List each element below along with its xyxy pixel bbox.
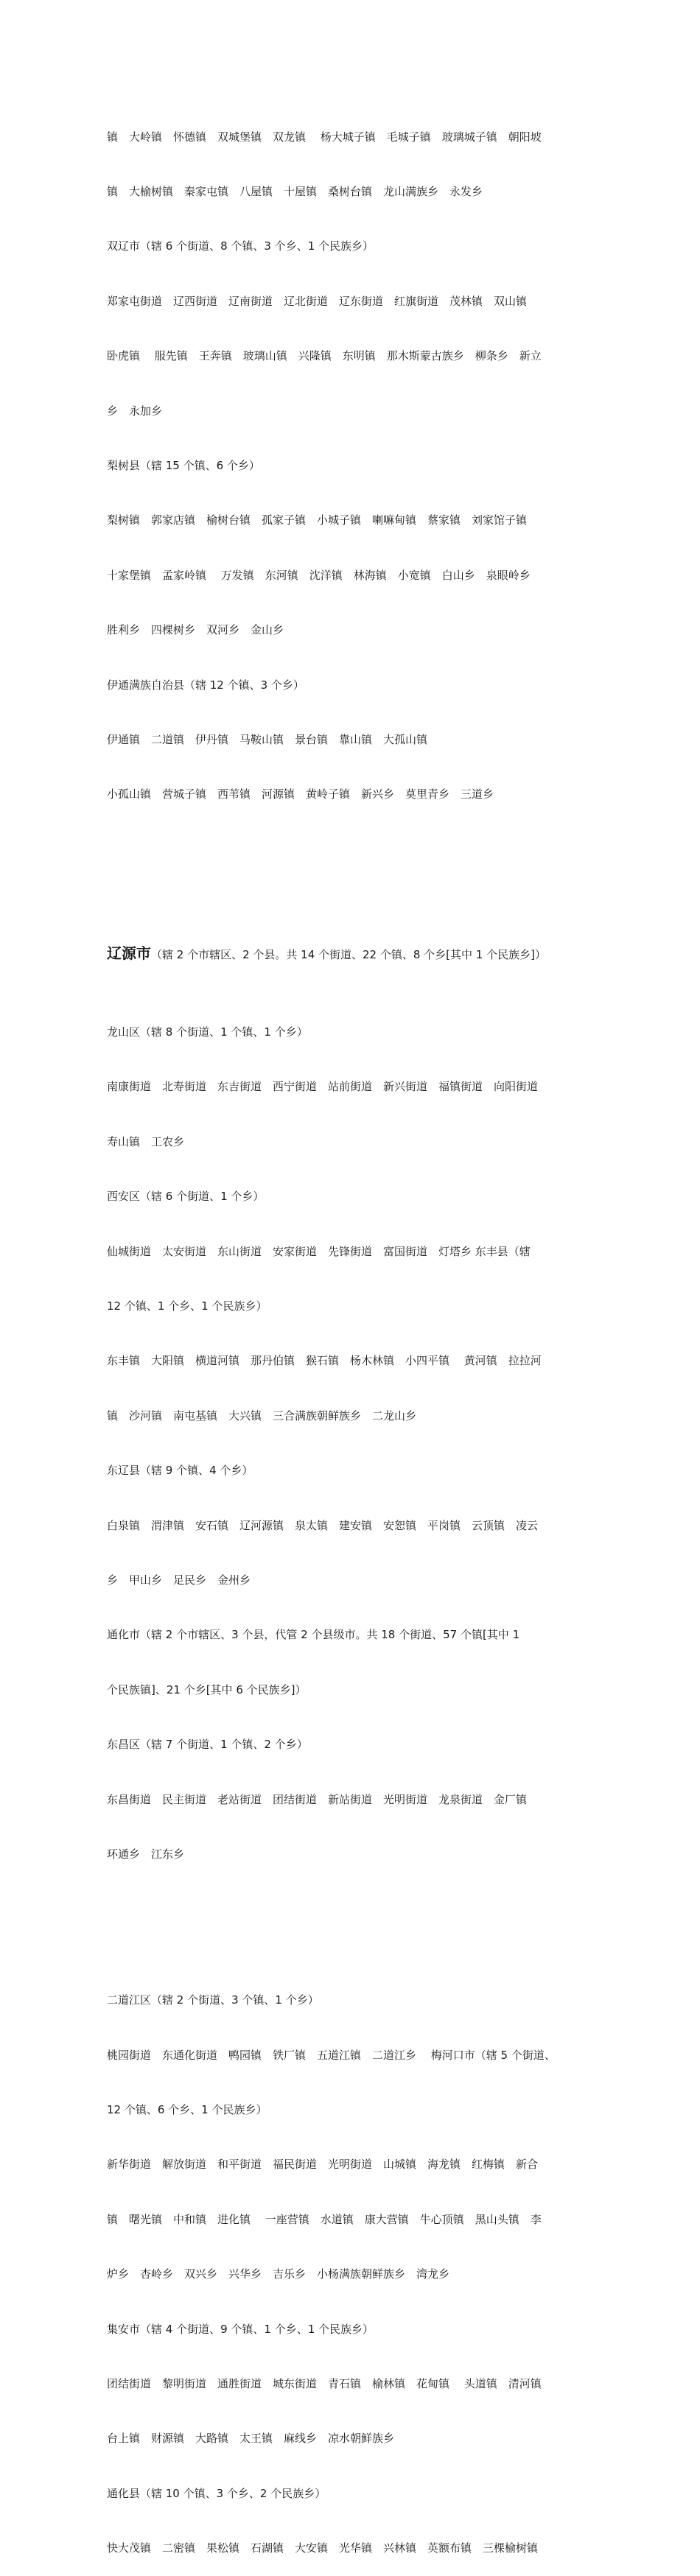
text-line: 团结街道 黎明街道 通胜街道 城东街道 青石镇 榆林镇 花甸镇 头道镇 清河镇 — [107, 2377, 542, 2391]
text-line: 梨树镇 郭家店镇 榆树台镇 孤家子镇 小城子镇 喇嘛甸镇 蔡家镇 刘家馆子镇 — [107, 513, 528, 527]
text-line: 伊通满族自治县（辖 12 个镇、3 个乡） — [107, 678, 304, 692]
section-heading-note: （辖 2 个市辖区、2 个县。共 14 个街道、22 个镇、8 个乡[其中 1 个民族乡]） — [151, 947, 546, 961]
text-line: 镇 大岭镇 怀德镇 双城堡镇 双龙镇 杨大城子镇 毛城子镇 玻璃城子镇 朝阳坡 — [107, 130, 542, 144]
text-line: 乡 甲山乡 足民乡 金州乡 — [107, 1573, 251, 1587]
text-line: 新华街道 解放街道 和平街道 福民街道 光明街道 山城镇 海龙镇 红梅镇 新合 — [107, 2158, 539, 2172]
blank-line — [107, 1918, 608, 1937]
text-line: 西安区（辖 6 个街道、1 个乡） — [107, 1190, 265, 1204]
text-line: 桃园街道 东通化街道 鸭园镇 铁厂镇 五道江镇 二道江乡 梅河口市（辖 5 个街道、 — [107, 2048, 556, 2062]
text-line: 寿山镇 工农乡 — [107, 1134, 185, 1148]
text-line: 环通乡 江东乡 — [107, 1847, 185, 1861]
text-line: 通化县（辖 10 个镇、3 个乡、2 个民族乡） — [107, 2486, 326, 2500]
text-line: 东丰镇 大阳镇 横道河镇 那丹伯镇 猴石镇 杨木林镇 小四平镇 黄河镇 拉拉河 — [107, 1354, 542, 1368]
text-line: 乡 永加乡 — [107, 404, 163, 418]
text-line: 12 个镇、1 个乡、1 个民族乡） — [107, 1299, 267, 1313]
text-line: 炉乡 杏岭乡 双兴乡 兴华乡 吉乐乡 小杨满族朝鲜族乡 湾龙乡 — [107, 2267, 450, 2281]
text-line: 快大茂镇 二密镇 果松镇 石湖镇 大安镇 光华镇 兴林镇 英额布镇 三棵榆树镇 — [107, 2541, 539, 2555]
text-line: 梨树县（辖 15 个镇、6 个乡） — [107, 458, 260, 472]
text-line: 镇 沙河镇 南屯基镇 大兴镇 三合满族朝鲜族乡 二龙山乡 — [107, 1408, 417, 1422]
text-line: 通化市（辖 2 个市辖区、3 个县，代管 2 个县级市。共 18 个街道、57 个镇[其中 1 — [107, 1628, 520, 1642]
document-page — [107, 91, 608, 2576]
text-line: 二道江区（辖 2 个街道、3 个镇、1 个乡） — [107, 1993, 319, 2007]
text-line: 龙山区（辖 8 个街道、1 个镇、1 个乡） — [107, 1025, 308, 1039]
text-line: 个民族镇]、21 个乡[其中 6 个民族乡]） — [107, 1682, 307, 1696]
text-line: 12 个镇、6 个乡、1 个民族乡） — [107, 2103, 267, 2117]
text-line: 双辽市（辖 6 个街道、8 个镇、3 个乡、1 个民族乡） — [107, 239, 374, 253]
text-line: 南康街道 北寿街道 东吉街道 西宁街道 站前街道 新兴街道 福镇街道 向阳街道 — [107, 1080, 539, 1094]
section-heading-title: 辽源市 — [107, 944, 151, 962]
text-line: 东昌区（辖 7 个街道、1 个镇、2 个乡） — [107, 1738, 308, 1752]
text-line: 台上镇 财源镇 大路镇 太王镇 麻线乡 凉水朝鲜族乡 — [107, 2432, 395, 2446]
text-line: 仙城街道 太安街道 东山街道 安家街道 先锋街道 富国街道 灯塔乡 东丰县（辖 — [107, 1244, 531, 1258]
blank-line — [107, 858, 608, 877]
text-line: 伊通镇 二道镇 伊丹镇 马鞍山镇 景台镇 靠山镇 大孤山镇 — [107, 732, 428, 746]
text-line: 镇 曙光镇 中和镇 进化镇 一座营镇 水道镇 康大营镇 牛心顶镇 黑山头镇 李 — [107, 2212, 542, 2226]
text-line: 东昌街道 民主街道 老站街道 团结街道 新站街道 光明街道 龙泉街道 金厂镇 — [107, 1792, 528, 1806]
text-line: 白泉镇 渭津镇 安石镇 辽河源镇 泉太镇 建安镇 安恕镇 平岗镇 云顶镇 凌云 — [107, 1518, 539, 1532]
text-line: 东辽县（辖 9 个镇、4 个乡） — [107, 1464, 253, 1478]
text-line: 小孤山镇 营城子镇 西苇镇 河源镇 黄岭子镇 新兴乡 莫里青乡 三道乡 — [107, 787, 494, 801]
text-line: 十家堡镇 孟家岭镇 万发镇 东河镇 沈洋镇 林海镇 小宽镇 白山乡 泉眼岭乡 — [107, 568, 531, 582]
text-line: 镇 大榆树镇 秦家屯镇 八屋镇 十屋镇 桑树台镇 龙山满族乡 永发乡 — [107, 184, 483, 198]
section-heading — [107, 942, 608, 966]
text-line: 郑家屯街道 辽西街道 辽南街道 辽北街道 辽东街道 红旗街道 茂林镇 双山镇 — [107, 294, 528, 308]
text-line: 集安市（辖 4 个街道、9 个镇、1 个乡、1 个民族乡） — [107, 2322, 374, 2336]
text-line: 卧虎镇 服先镇 王奔镇 玻璃山镇 兴隆镇 东明镇 那木斯蒙古族乡 柳条乡 新立 — [107, 349, 542, 363]
text-line: 胜利乡 四棵树乡 双河乡 金山乡 — [107, 623, 284, 637]
